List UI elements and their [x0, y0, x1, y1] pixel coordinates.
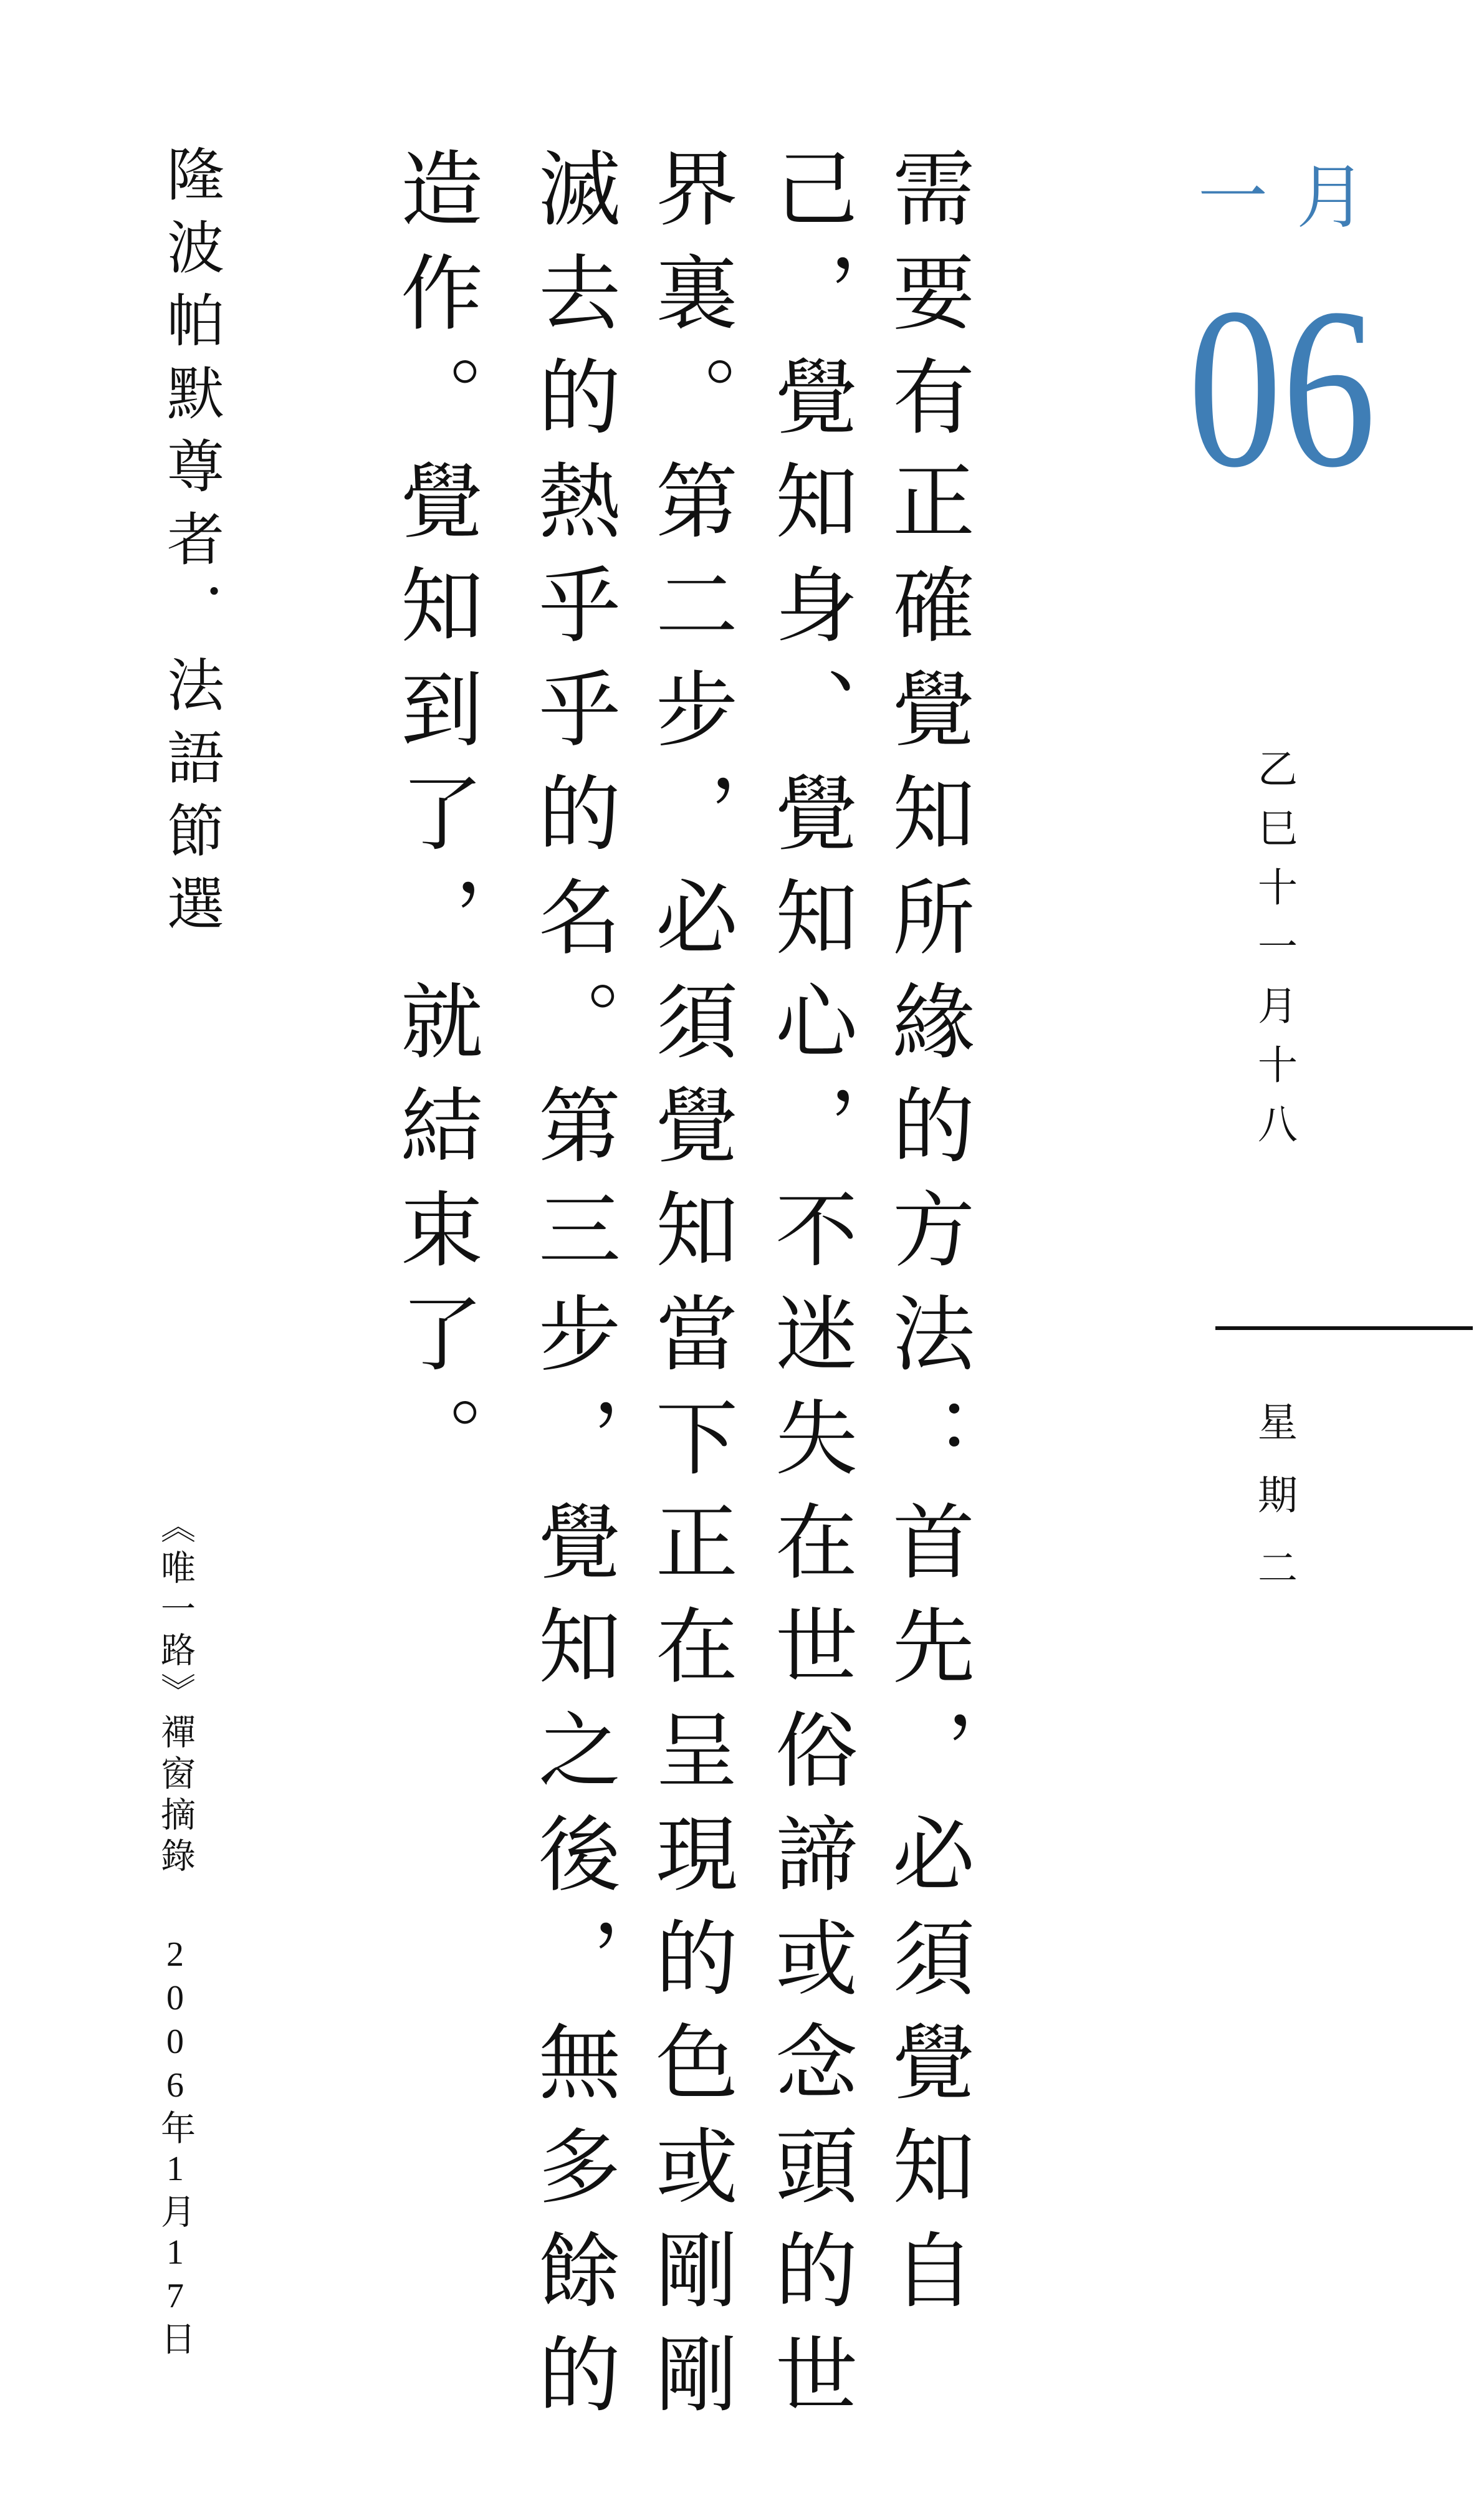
quote-column-3: 界裏。第二步，必須覺知當下正在呈現的色或剛剛	[643, 146, 735, 2436]
quote-column-4: 滅去的熱乎乎的名。第三步，覺知之後，無多餘的	[526, 146, 618, 2436]
source-date: 2006年1月17日	[156, 1935, 194, 2360]
day-number: 06	[1187, 261, 1376, 515]
quote-column-2: 己，覺知身、覺知心，不迷失在世俗諦或念頭的世	[763, 146, 854, 2436]
month-label: 一月	[1198, 160, 1395, 237]
author-attribution: 隆波帕默尊者．法語節選	[159, 145, 223, 947]
quote-column-1: 需要有正確覺知所緣的方法：首先，必須覺知自	[880, 146, 972, 2332]
weekday-label: 星期二	[1252, 1401, 1296, 1620]
quote-column-5: 造作。覺知到了，就結束了。	[388, 146, 480, 1499]
lunar-date: 乙巳十一月十八	[1252, 748, 1296, 1162]
source-title: 《唯一路》禪窗摘錄	[156, 1508, 194, 1878]
divider-line	[1215, 1326, 1473, 1330]
